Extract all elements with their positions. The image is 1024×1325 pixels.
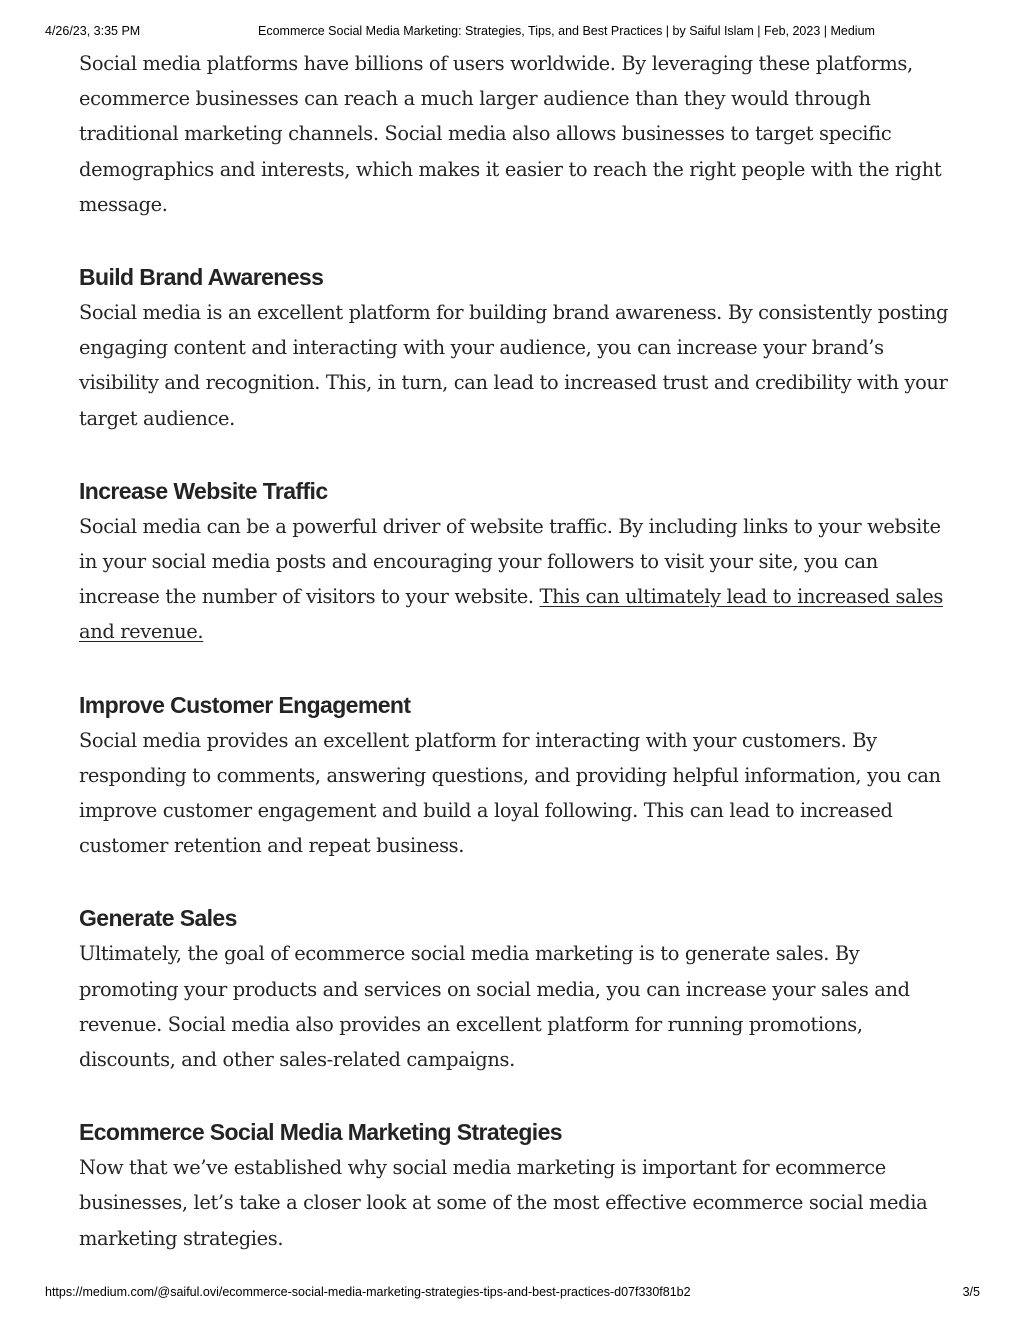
section-spacer (79, 863, 959, 900)
section-heading-customer-engagement: Improve Customer Engagement (79, 691, 411, 718)
section-spacer (79, 222, 959, 259)
section-body-generate-sales: Ultimately, the goal of ecommerce social media marketing is to generate sales. By promoting your products and services on social media, you can increase your sales and revenue. Social media also provides an excellent platform for running promotions, discounts, and other sales-related campaigns. (79, 942, 910, 1072)
section-body-strategies: Now that we’ve established why social media marketing is important for ecommerce businesses, let’s take a closer look at some of the most effective ecommerce social media marketing strategies. (79, 1156, 928, 1250)
article-body (79, 46, 959, 1256)
print-page-title: Ecommerce Social Media Marketing: Strategies, Tips, and Best Practices | by Saiful Islam | Feb, 2023 | Medium (258, 24, 875, 38)
print-page-number: 3/5 (962, 1285, 980, 1299)
section-body-customer-engagement: Social media provides an excellent platform for interacting with your customers. By responding to comments, answering questions, and providing helpful information, you can improve customer engagement and build a loyal following. This can lead to increased customer retention and repeat business. (79, 728, 941, 858)
section-spacer (79, 650, 959, 687)
sales-revenue-link[interactable]: This can ultimately lead to increased sales and revenue. (79, 585, 943, 644)
print-date: 4/26/23, 3:35 PM (45, 24, 141, 38)
print-header (0, 24, 1024, 40)
section-body-website-traffic (79, 509, 959, 650)
section-heading-website-traffic: Increase Website Traffic (79, 477, 328, 504)
section-spacer (79, 436, 959, 473)
section-body-website-traffic-text: Social media can be a powerful driver of website traffic. By including links to your website in your social media posts and encouraging your followers to visit your site, you can increase the number of visitors to your website. (79, 514, 941, 609)
section-heading-generate-sales: Generate Sales (79, 905, 237, 932)
section-heading-brand-awareness: Build Brand Awareness (79, 264, 324, 291)
intro-paragraph: Social media platforms have billions of users worldwide. By leveraging these platforms, ecommerce businesses can reach a much larger audience than they would through traditional marketing channels. Social media also allows businesses to target specific demographics and interests, which makes it easier to reach the right people with the right message. (79, 52, 942, 216)
print-url: https://medium.com/@saiful.ovi/ecommerce-social-media-marketing-strategies-tips-and-best-practices-d07f330f81b2 (45, 1285, 691, 1299)
section-heading-strategies: Ecommerce Social Media Marketing Strategies (79, 1119, 562, 1146)
section-spacer (79, 1077, 959, 1114)
section-body-brand-awareness: Social media is an excellent platform for building brand awareness. By consistently posting engaging content and interacting with your audience, you can increase your brand’s visibility and recognition. This, in turn, can lead to increased trust and credibility with your target audience. (79, 301, 949, 430)
